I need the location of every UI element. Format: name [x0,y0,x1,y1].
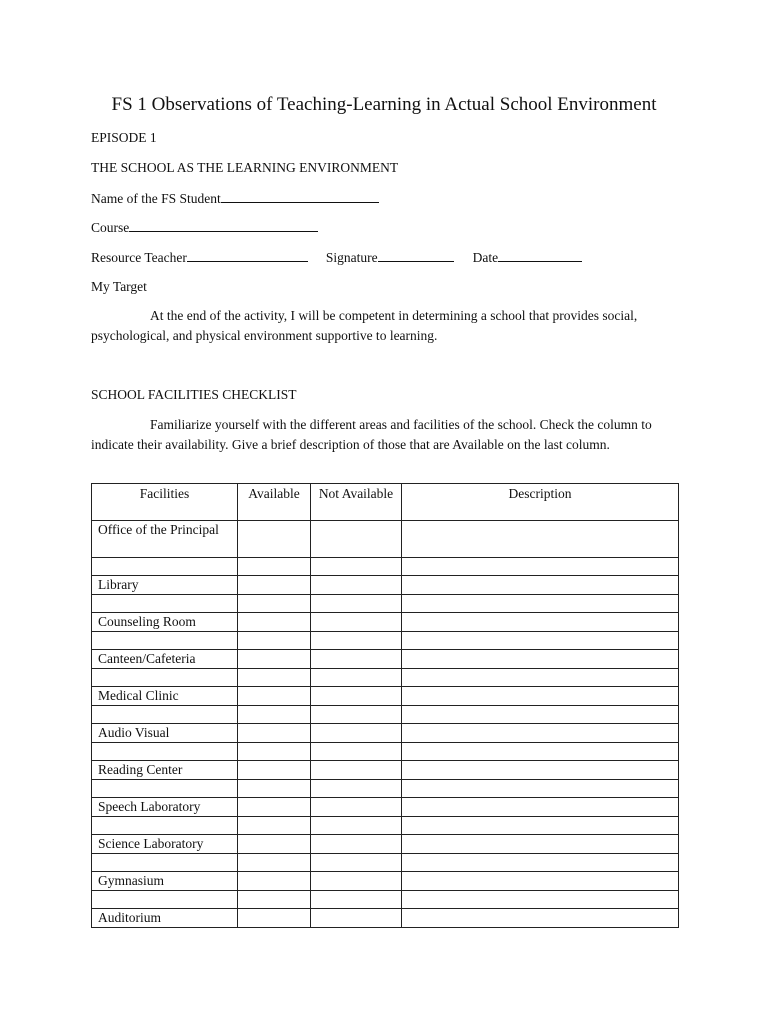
table-row [92,706,679,724]
signature-field[interactable] [378,248,454,262]
target-text: At the end of the activity, I will be competent in determining a school that provides social, psychological, and physical environment supportive to learning. [91,308,638,343]
not-available-cell[interactable] [311,613,402,632]
table-row [92,743,679,761]
available-cell[interactable] [238,835,311,854]
available-cell[interactable] [238,576,311,595]
course-field[interactable] [129,218,318,232]
student-name-label: Name of the FS Student [91,191,221,206]
table-header-row [92,484,679,521]
not-available-cell[interactable] [311,724,402,743]
available-cell[interactable] [238,761,311,780]
table-row [92,817,679,835]
target-heading: My Target [91,279,147,294]
section-heading: THE SCHOOL AS THE LEARNING ENVIRONMENT [91,160,399,175]
description-cell[interactable] [402,650,679,669]
not-available-cell[interactable] [311,909,402,928]
facility-name: Auditorium [92,909,238,928]
not-available-cell[interactable] [311,521,402,558]
table-row [92,613,679,632]
description-cell[interactable] [402,724,679,743]
available-cell[interactable] [238,687,311,706]
not-available-cell[interactable] [311,798,402,817]
description-cell[interactable] [402,872,679,891]
table-row [92,595,679,613]
available-cell[interactable] [238,650,311,669]
header-available: Available [238,484,311,521]
facility-name: Library [92,576,238,595]
header-description: Description [402,484,679,521]
description-cell[interactable] [402,909,679,928]
table-row [92,576,679,595]
signature-label: Signature [325,250,378,265]
teacher-row [91,248,582,267]
facility-name: Counseling Room [92,613,238,632]
student-name-row [91,189,379,208]
available-cell[interactable] [238,613,311,632]
available-cell[interactable] [238,798,311,817]
table-row [92,724,679,743]
table-row [92,521,679,558]
table-row [92,891,679,909]
table-row [92,558,679,576]
not-available-cell[interactable] [311,687,402,706]
header-not-available: Not Available [311,484,402,521]
facility-name: Canteen/Cafeteria [92,650,238,669]
description-cell[interactable] [402,613,679,632]
table-row [92,632,679,650]
not-available-cell[interactable] [311,650,402,669]
course-row [91,218,318,237]
not-available-cell[interactable] [311,872,402,891]
table-row [92,909,679,928]
resource-teacher-label: Resource Teacher [91,250,187,265]
table-row [92,687,679,706]
facility-name: Gymnasium [92,872,238,891]
available-cell[interactable] [238,872,311,891]
description-cell[interactable] [402,835,679,854]
table-row [92,854,679,872]
table-row [92,650,679,669]
table-row [92,872,679,891]
table-row [92,798,679,817]
facility-name: Office of the Principal [92,521,238,558]
table-row [92,780,679,798]
description-cell[interactable] [402,761,679,780]
not-available-cell[interactable] [311,761,402,780]
facility-name: Speech Laboratory [92,798,238,817]
not-available-cell[interactable] [311,576,402,595]
facility-name: Science Laboratory [92,835,238,854]
description-cell[interactable] [402,798,679,817]
course-label: Course [91,220,130,235]
facility-name: Medical Clinic [92,687,238,706]
description-cell[interactable] [402,576,679,595]
not-available-cell[interactable] [311,835,402,854]
header-facilities: Facilities [92,484,238,521]
page-title: FS 1 Observations of Teaching-Learning in Actual School Environment [111,94,657,115]
table-row [92,835,679,854]
checklist-instructions: Familiarize yourself with the different areas and facilities of the school. Check the column to indicate their availability. Give a brief description of those that are Available on the last column. [91,417,652,452]
facility-name: Reading Center [92,761,238,780]
resource-teacher-field[interactable] [187,248,308,262]
available-cell[interactable] [238,521,311,558]
description-cell[interactable] [402,521,679,558]
date-field[interactable] [498,248,582,262]
table-row [92,761,679,780]
facility-name: Audio Visual [92,724,238,743]
date-label: Date [472,250,499,265]
checklist-heading: SCHOOL FACILITIES CHECKLIST [91,387,297,402]
student-name-field[interactable] [221,189,379,203]
available-cell[interactable] [238,724,311,743]
table-row [92,669,679,687]
description-cell[interactable] [402,687,679,706]
facilities-checklist-table [91,483,679,928]
episode-label: EPISODE 1 [91,130,157,145]
available-cell[interactable] [238,909,311,928]
